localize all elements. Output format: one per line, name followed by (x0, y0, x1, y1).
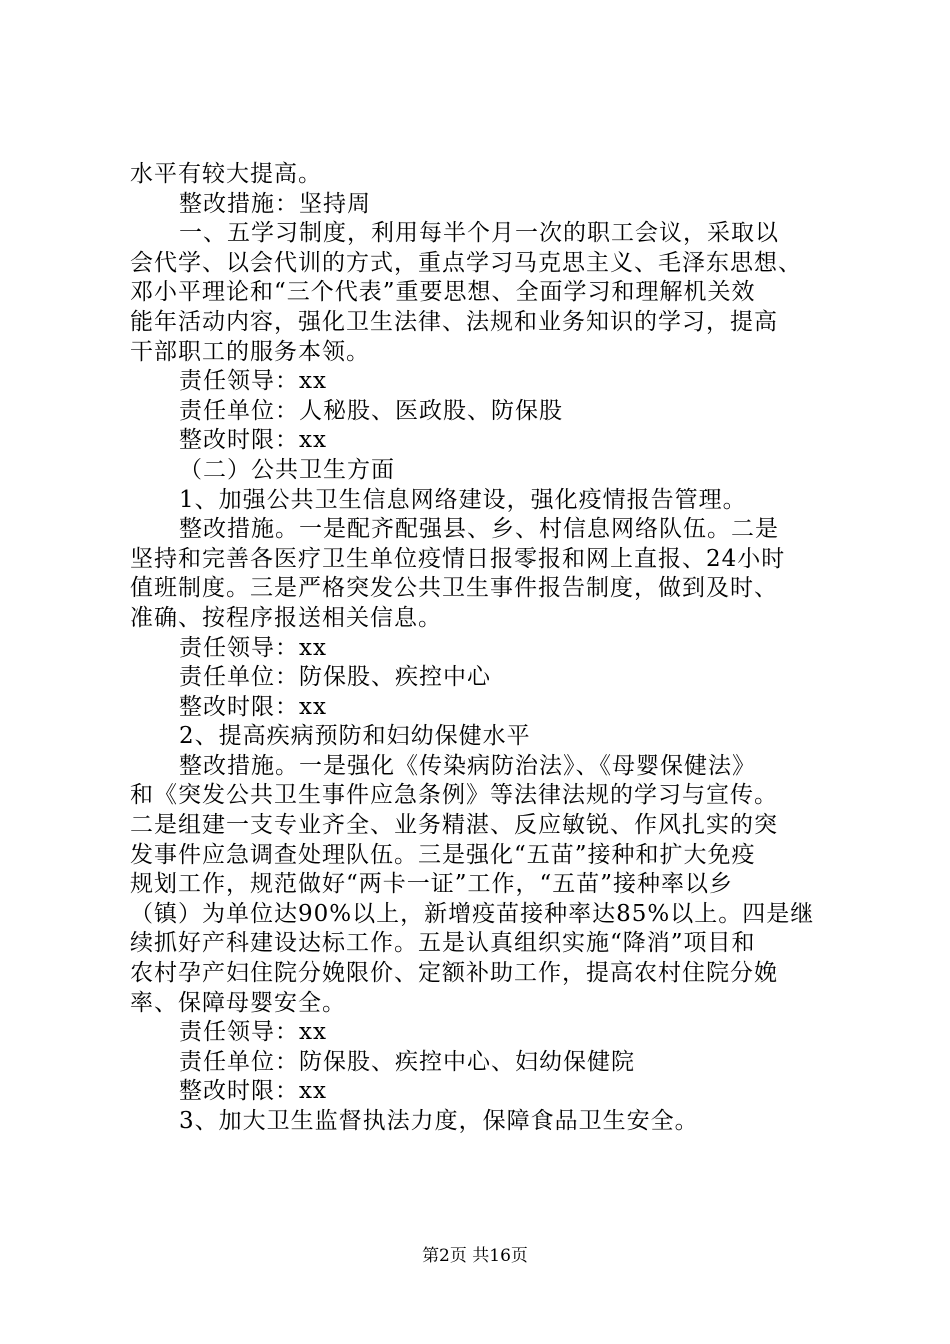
text-line: 整改措施。一是配齐配强县、乡、村信息网络队伍。二是 (179, 516, 779, 543)
text-line: （二）公共卫生方面 (179, 456, 395, 483)
text-line: 值班制度。三是严格突发公共卫生事件报告制度，做到及时、 (130, 575, 778, 602)
text-line: 责任单位：防保股、疾控中心 (179, 664, 491, 691)
text-line: 会代学、以会代训的方式，重点学习马克思主义、毛泽东思想、 (130, 249, 802, 276)
text-line: 农村孕产妇住院分娩限价、定额补助工作，提高农村住院分娩 (130, 960, 778, 987)
text-line: 一、五学习制度，利用每半个月一次的职工会议，采取以 (179, 220, 779, 247)
page-footer: 第2页 共16页 (422, 1246, 528, 1266)
text-line: 坚持和完善各医疗卫生单位疫情日报零报和网上直报、24小时 (130, 545, 786, 572)
text-line: 责任领导：xx (179, 368, 327, 395)
text-line: 规划工作，规范做好“两卡一证”工作，“五苗”接种率以乡 (130, 871, 734, 898)
text-line: 整改时限：xx (179, 427, 327, 454)
text-line: 准确、按程序报送相关信息。 (130, 604, 442, 631)
text-line: 续抓好产科建设达标工作。五是认真组织实施“降消”项目和 (130, 930, 756, 957)
text-line: 责任领导：xx (179, 1019, 327, 1046)
text-line: 干部职工的服务本领。 (130, 338, 370, 365)
text-line: 和《突发公共卫生事件应急条例》等法律法规的学习与宣传。 (130, 782, 778, 809)
text-line: 水平有较大提高。 (130, 161, 322, 187)
text-line: 率、保障母婴安全。 (130, 989, 346, 1016)
text-line: 2、提高疾病预防和妇幼保健水平 (179, 723, 531, 750)
text-line: 邓小平理论和“三个代表”重要思想、全面学习和理解机关效 (130, 279, 756, 306)
text-line: 整改时限：xx (179, 693, 327, 720)
text-line: 3、加大卫生监督执法力度，保障食品卫生安全。 (179, 1108, 699, 1134)
text-line: 发事件应急调查处理队伍。三是强化“五苗”接种和扩大免疫 (130, 841, 756, 868)
text-line: 责任单位：防保股、疾控中心、妇幼保健院 (179, 1048, 635, 1075)
text-line: 责任领导：xx (179, 634, 327, 661)
text-line: （镇）为单位达90%以上，新增疫苗接种率达85%以上。四是继 (130, 900, 815, 927)
text-line: 整改措施：坚持周 (179, 190, 371, 217)
text-line: 1、加强公共卫生信息网络建设，强化疫情报告管理。 (179, 486, 747, 513)
document-body (130, 160, 830, 1137)
text-line: 能年活动内容，强化卫生法律、法规和业务知识的学习，提高 (130, 308, 778, 335)
text-line: 整改措施。一是强化《传染病防治法》、《母婴保健法》 (179, 752, 756, 779)
text-line: 二是组建一支专业齐全、业务精湛、反应敏锐、作风扎实的突 (130, 812, 778, 839)
text-line: 整改时限：xx (179, 1078, 327, 1105)
text-line: 责任单位：人秘股、医政股、防保股 (179, 397, 563, 424)
